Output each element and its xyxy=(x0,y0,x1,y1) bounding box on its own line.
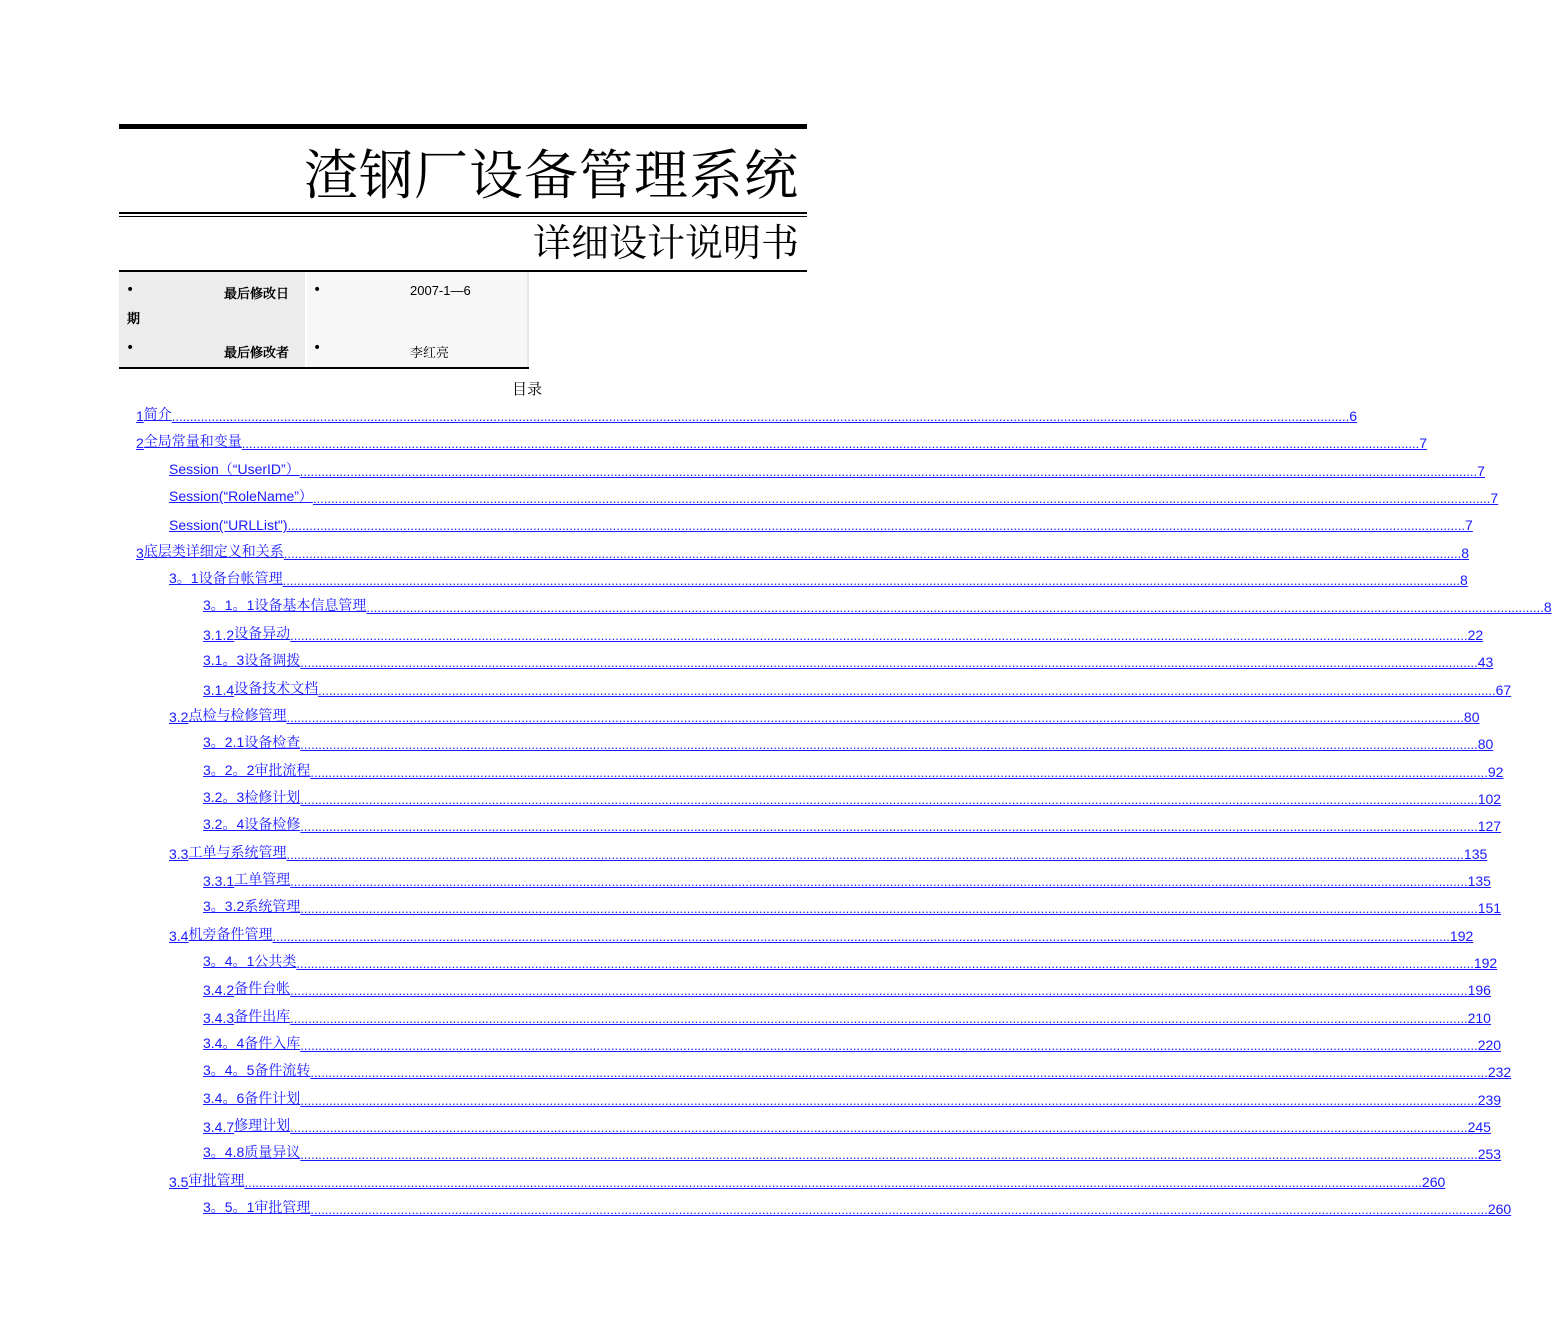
toc-dot-leader: ...................................................................................................................................................................................................................................................................................................................................... xyxy=(286,709,1464,725)
toc-entry-page: 8 xyxy=(1461,544,1470,561)
toc-entry-title: 设备调拨 xyxy=(244,653,301,670)
toc-entry-page: 245 xyxy=(1467,1119,1491,1136)
toc-entry[interactable] xyxy=(169,486,1499,507)
toc-entry[interactable] xyxy=(203,1088,1502,1108)
toc-dot-leader: ...................................................................................................................................................................................................................................................................................................................................... xyxy=(300,819,1478,835)
toc-heading: 目录 xyxy=(511,380,542,398)
toc-dot-leader: ...................................................................................................................................................................................................................................................................................................................................... xyxy=(310,764,1488,780)
toc-entry[interactable] xyxy=(136,404,1358,424)
toc-entry[interactable] xyxy=(203,678,1512,698)
bullet-icon: • xyxy=(126,282,135,298)
toc-entry-title: 公共类 xyxy=(254,954,297,970)
toc-entry-title: 系统管理 xyxy=(244,899,301,916)
top-rule xyxy=(119,124,807,129)
toc-dot-leader: ...................................................................................................................................................................................................................................................................................................................................... xyxy=(310,1202,1488,1218)
toc-entry[interactable] xyxy=(203,978,1491,999)
toc-entry[interactable] xyxy=(203,732,1494,753)
toc-entry-title: Session（“UserID”） xyxy=(169,460,300,477)
toc-entry[interactable] xyxy=(203,595,1552,616)
toc-entry-number: 3.3 xyxy=(169,845,189,862)
toc-entry-page: 192 xyxy=(1449,927,1474,944)
toc-dot-leader: ...................................................................................................................................................................................................................................................................................................................................... xyxy=(366,600,1544,616)
toc-entry-number: 3。4.8 xyxy=(203,1144,245,1161)
toc-entry-page: 260 xyxy=(1487,1201,1512,1218)
toc-entry-title: 点检与检修管理 xyxy=(188,707,287,724)
toc-entry-page: 80 xyxy=(1477,736,1494,753)
toc-entry-page: 92 xyxy=(1487,763,1504,780)
toc-entry-page: 67 xyxy=(1495,681,1512,698)
bullet-icon: • xyxy=(126,340,135,356)
bullet-icon: • xyxy=(313,282,322,298)
toc-entry[interactable] xyxy=(203,1033,1502,1054)
toc-entry-page: 7 xyxy=(1419,435,1428,452)
toc-dot-leader: ...................................................................................................................................................................................................................................................................................................................................... xyxy=(290,1010,1468,1026)
toc-entry-page: 80 xyxy=(1463,708,1480,725)
toc-entry-title: 审批流程 xyxy=(254,762,311,779)
toc-entry-number: 3.4.7 xyxy=(203,1119,235,1136)
toc-dot-leader: ...................................................................................................................................................................................................................................................................................................................................... xyxy=(290,873,1468,889)
toc-entry-number: 3.2 xyxy=(169,708,189,725)
toc-entry-page: 6 xyxy=(1349,408,1358,424)
metadata-bottom-rule xyxy=(119,367,529,369)
toc-entry[interactable] xyxy=(203,650,1494,671)
toc-entry[interactable] xyxy=(169,842,1488,862)
toc-dot-leader: ...................................................................................................................................................................................................................................................................................................................................... xyxy=(283,545,1462,561)
last-modified-by-label: 最后修改者 xyxy=(224,346,290,361)
toc-dot-leader: ...................................................................................................................................................................................................................................................................................................................................... xyxy=(241,436,1420,452)
toc-entry-title: 设备异动 xyxy=(234,625,291,642)
toc-entry-page: 196 xyxy=(1467,982,1491,999)
toc-dot-leader: ...................................................................................................................................................................................................................................................................................................................................... xyxy=(300,655,1478,671)
toc-entry-number: 3。2.1 xyxy=(203,734,245,751)
toc-entry-page: 239 xyxy=(1477,1091,1502,1108)
toc-entry-page: 220 xyxy=(1477,1037,1502,1054)
toc-entry[interactable] xyxy=(169,568,1468,589)
toc-entry-page: 102 xyxy=(1477,790,1502,807)
toc-dot-leader: ...................................................................................................................................................................................................................................................................................................................................... xyxy=(286,846,1464,862)
toc-entry[interactable] xyxy=(203,787,1502,807)
last-modified-date-label: 最后修改日 xyxy=(224,287,290,302)
toc-entry[interactable] xyxy=(203,1197,1512,1218)
toc-entry-page: 210 xyxy=(1467,1009,1491,1026)
toc-dot-leader: ...................................................................................................................................................................................................................................................................................................................................... xyxy=(300,737,1478,753)
toc-entry-title: Session(“RoleName”） xyxy=(169,488,313,505)
toc-dot-leader: ...................................................................................................................................................................................................................................................................................................................................... xyxy=(310,1065,1488,1081)
toc-dot-leader: ...................................................................................................................................................................................................................................................................................................................................... xyxy=(290,1120,1468,1136)
toc-dot-leader: ...................................................................................................................................................................................................................................................................................................................................... xyxy=(171,409,1350,424)
toc-entry[interactable] xyxy=(203,869,1491,889)
toc-entry-page: 232 xyxy=(1487,1064,1512,1081)
toc-dot-leader: ...................................................................................................................................................................................................................................................................................................................................... xyxy=(318,682,1496,698)
last-modified-date-label-wrap: 期 xyxy=(127,312,141,327)
toc-entry-number: 3。1。1 xyxy=(203,597,255,614)
toc-entry-title: 设备检查 xyxy=(244,735,301,752)
toc-entry[interactable] xyxy=(136,431,1428,452)
toc-entry-title: 备件出库 xyxy=(234,1008,291,1025)
toc-entry-title: 工单管理 xyxy=(234,871,291,888)
toc-entry-title: 底层类详细定义和关系 xyxy=(143,543,284,560)
toc-entry-number: 3。2。2 xyxy=(203,761,255,778)
toc-dot-leader: ...................................................................................................................................................................................................................................................................................................................................... xyxy=(244,1174,1422,1190)
title-rule xyxy=(119,212,807,214)
toc-entry-number: 3.3.1 xyxy=(203,872,235,889)
toc-entry-number: 3.4.3 xyxy=(203,1009,235,1026)
toc-entry-title: 审批管理 xyxy=(254,1200,311,1217)
toc-entry-page: 253 xyxy=(1477,1146,1502,1163)
document-subtitle: 详细设计说明书 xyxy=(532,221,799,265)
toc-entry-title: 质量异议 xyxy=(244,1145,301,1162)
toc-dot-leader: ...................................................................................................................................................................................................................................................................................................................................... xyxy=(299,463,1478,479)
toc-dot-leader: ...................................................................................................................................................................................................................................................................................................................................... xyxy=(290,627,1468,643)
toc-entry-number: 3 xyxy=(136,544,144,561)
toc-dot-leader: ...................................................................................................................................................................................................................................................................................................................................... xyxy=(300,901,1478,917)
toc-entry-title: 修理计划 xyxy=(234,1118,291,1135)
last-modified-by-value: 李红亮 xyxy=(410,345,450,360)
toc-entry-number: 3.2。4 xyxy=(203,816,245,833)
toc-entry-number: 3.1.2 xyxy=(203,626,235,643)
toc-entry-title: Session(“URLList") xyxy=(169,517,288,534)
toc-entry-number: 3。4。1 xyxy=(203,953,255,969)
toc-entry-page: 8 xyxy=(1460,572,1468,589)
toc-dot-leader: ...................................................................................................................................................................................................................................................................................................................................... xyxy=(312,491,1491,507)
toc-dot-leader: ...................................................................................................................................................................................................................................................................................................................................... xyxy=(300,1147,1478,1163)
toc-entry-number: 3.4.2 xyxy=(203,982,235,999)
toc-entry-title: 设备基本信息管理 xyxy=(254,598,367,615)
toc-entry[interactable] xyxy=(203,1006,1491,1026)
toc-entry[interactable] xyxy=(169,1170,1446,1190)
toc-entry-title: 简介 xyxy=(143,407,172,423)
toc-entry-number: 3。3.2 xyxy=(203,898,245,915)
toc-entry-title: 备件流转 xyxy=(254,1063,311,1080)
toc-entry-title: 设备检修 xyxy=(244,817,301,834)
last-modified-date-value: 2007-1—6 xyxy=(410,283,471,298)
toc-entry[interactable] xyxy=(169,459,1485,479)
toc-dot-leader: ...................................................................................................................................................................................................................................................................................................................................... xyxy=(296,956,1474,971)
toc-entry[interactable] xyxy=(203,814,1502,835)
metadata-edge xyxy=(527,272,529,369)
toc-entry[interactable] xyxy=(169,513,1473,534)
toc-dot-leader: ...................................................................................................................................................................................................................................................................................................................................... xyxy=(287,518,1466,534)
bullet-icon: • xyxy=(313,340,322,356)
toc-entry-page: 127 xyxy=(1477,818,1502,835)
toc-entry-page: 260 xyxy=(1421,1173,1446,1190)
toc-entry[interactable] xyxy=(203,896,1502,917)
toc-entry-number: 3。1 xyxy=(169,570,199,587)
toc-entry-title: 备件计划 xyxy=(244,1090,301,1107)
toc-entry-page: 7 xyxy=(1477,462,1485,479)
toc-entry[interactable] xyxy=(169,705,1480,725)
toc-entry-title: 检修计划 xyxy=(244,789,301,806)
toc-entry-number: 1 xyxy=(136,408,144,424)
toc-entry-title: 工单与系统管理 xyxy=(188,844,287,861)
toc-dot-leader: ...................................................................................................................................................................................................................................................................................................................................... xyxy=(300,1038,1478,1054)
toc-entry[interactable] xyxy=(203,623,1484,643)
document-title: 渣钢厂设备管理系统 xyxy=(304,144,799,207)
toc-dot-leader: ...................................................................................................................................................................................................................................................................................................................................... xyxy=(290,983,1468,999)
toc-entry-number: 3.4。6 xyxy=(203,1089,245,1106)
toc-dot-leader: ...................................................................................................................................................................................................................................................................................................................................... xyxy=(300,1092,1478,1108)
toc-entry[interactable] xyxy=(203,951,1498,971)
toc-entry-page: 7 xyxy=(1490,490,1499,507)
toc-entry-title: 备件入库 xyxy=(244,1036,301,1053)
toc-entry-number: 3.1.4 xyxy=(203,681,235,698)
toc-entry-page: 43 xyxy=(1477,654,1494,671)
toc-dot-leader: ...................................................................................................................................................................................................................................................................................................................................... xyxy=(282,573,1461,589)
toc-entry-title: 备件台帐 xyxy=(234,981,291,998)
toc-entry[interactable] xyxy=(203,1115,1491,1136)
toc-entry-title: 设备台帐管理 xyxy=(198,571,283,588)
toc-entry-number: 3。5。1 xyxy=(203,1199,255,1216)
toc-entry-title: 全局常量和变量 xyxy=(143,434,242,451)
toc-entry[interactable] xyxy=(203,1142,1502,1163)
toc-entry-number: 3.5 xyxy=(169,1173,189,1190)
toc-entry-title: 机旁备件管理 xyxy=(188,926,273,943)
toc-entry-number: 3.4。4 xyxy=(203,1035,245,1052)
toc-entry-page: 7 xyxy=(1465,517,1473,534)
toc-entry[interactable] xyxy=(169,924,1474,944)
toc-entry-page: 22 xyxy=(1467,626,1484,643)
metadata-table xyxy=(119,272,529,368)
toc-dot-leader: ...................................................................................................................................................................................................................................................................................................................................... xyxy=(272,928,1450,944)
toc-entry-page: 135 xyxy=(1467,872,1491,889)
toc-entry-number: 3。4。5 xyxy=(203,1062,255,1079)
toc-dot-leader: ...................................................................................................................................................................................................................................................................................................................................... xyxy=(300,791,1478,807)
toc-entry-title: 设备技术文档 xyxy=(234,680,319,697)
toc-entry-page: 151 xyxy=(1477,900,1502,917)
toc-entry-page: 135 xyxy=(1463,845,1488,862)
toc-entry-title: 审批管理 xyxy=(188,1172,245,1189)
toc-entry-number: 3.2。3 xyxy=(203,788,245,805)
toc-entry[interactable] xyxy=(203,760,1504,780)
toc-entry-page: 8 xyxy=(1543,599,1552,616)
toc-entry[interactable] xyxy=(203,1060,1512,1081)
toc-entry-page: 192 xyxy=(1473,955,1498,971)
toc-entry-number: 3.4 xyxy=(169,927,189,944)
toc-entry-number: 3.1。3 xyxy=(203,652,245,669)
toc-entry-number: 2 xyxy=(136,435,144,452)
toc-entry[interactable] xyxy=(136,541,1470,561)
